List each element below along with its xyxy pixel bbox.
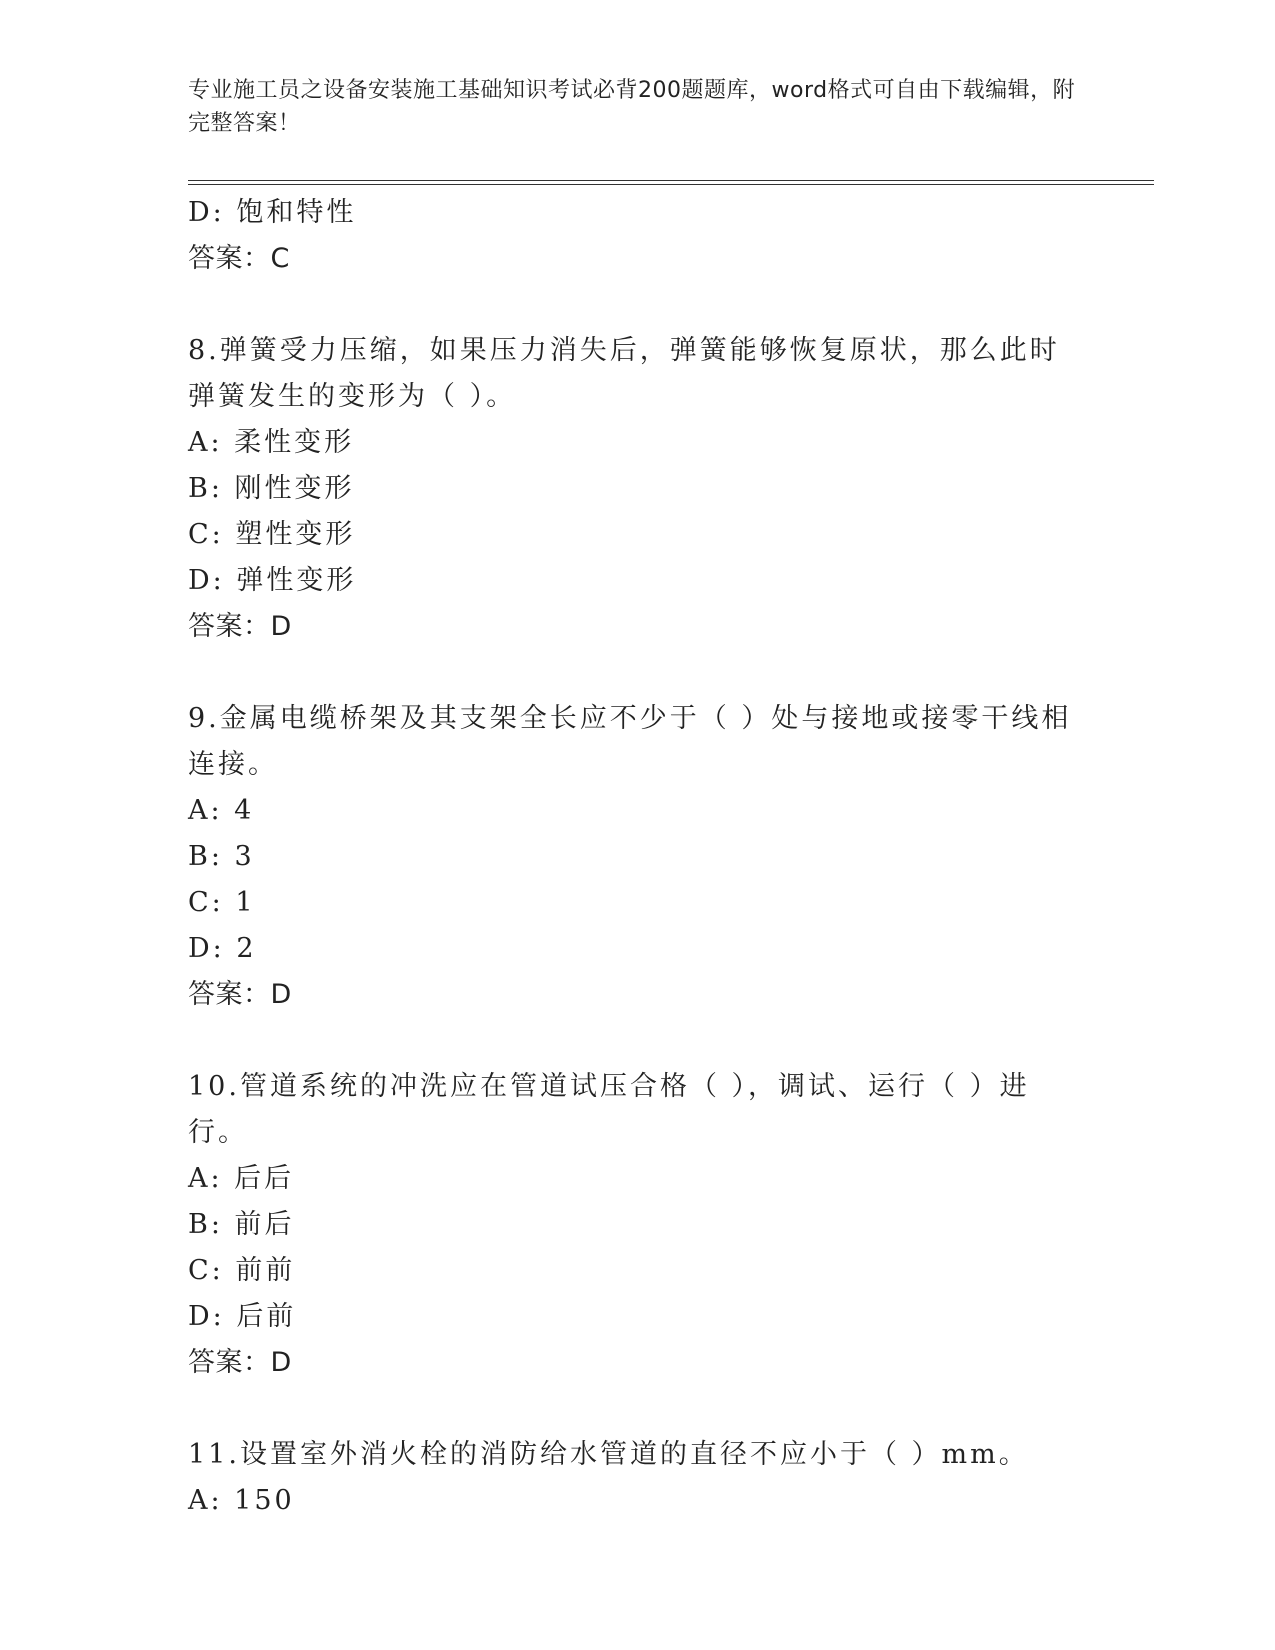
question-8-text: 8.弹簧受力压缩，如果压力消失后，弹簧能够恢复原状，那么此时弹簧发生的变形为（ ）。: [188, 335, 1060, 412]
question-11-option-a: A: 150: [188, 1485, 295, 1516]
question-8-option-b: B: 刚性变形: [188, 473, 355, 504]
question-9-option-b: B: 3: [188, 841, 255, 872]
answer-line: 答案：C: [188, 243, 290, 274]
header-divider-second: [188, 184, 1154, 185]
question-8-option-d: D: 弹性变形: [188, 565, 357, 596]
question-10-option-b: B: 前后: [188, 1209, 295, 1240]
question-8-option-c: C: 塑性变形: [188, 519, 356, 550]
question-10-option-d: D: 后前: [188, 1301, 297, 1332]
question-10-text: 10.管道系统的冲洗应在管道试压合格（ ），调试、运行（ ）进行。: [188, 1071, 1030, 1148]
header-divider: [188, 180, 1154, 181]
question-9-option-d: D: 2: [188, 933, 257, 964]
question-8-option-a: A: 柔性变形: [188, 427, 355, 458]
spacer: [188, 1018, 1088, 1064]
question-9-option-a: A: 4: [188, 795, 255, 826]
spacer: [188, 650, 1088, 696]
question-10-answer: 答案：D: [188, 1347, 292, 1378]
question-9-text: 9.金属电缆桥架及其支架全长应不少于（ ）处与接地或接零干线相连接。: [188, 703, 1072, 780]
question-9-answer: 答案：D: [188, 979, 292, 1010]
document-header: 专业施工员之设备安装施工基础知识考试必背200题题库，word格式可自由下载编辑，附完整答案！: [188, 78, 1076, 136]
option-d: D: 饱和特性: [188, 197, 357, 228]
question-9-option-c: C: 1: [188, 887, 256, 918]
spacer: [188, 1386, 1088, 1432]
question-10-option-c: C: 前前: [188, 1255, 296, 1286]
question-content: [188, 190, 1088, 1524]
question-11-text: 11.设置室外消火栓的消防给水管道的直径不应小于（ ）mm。: [188, 1439, 1029, 1470]
spacer: [188, 282, 1088, 328]
question-10-option-a: A: 后后: [188, 1163, 295, 1194]
question-8-answer: 答案：D: [188, 611, 292, 642]
